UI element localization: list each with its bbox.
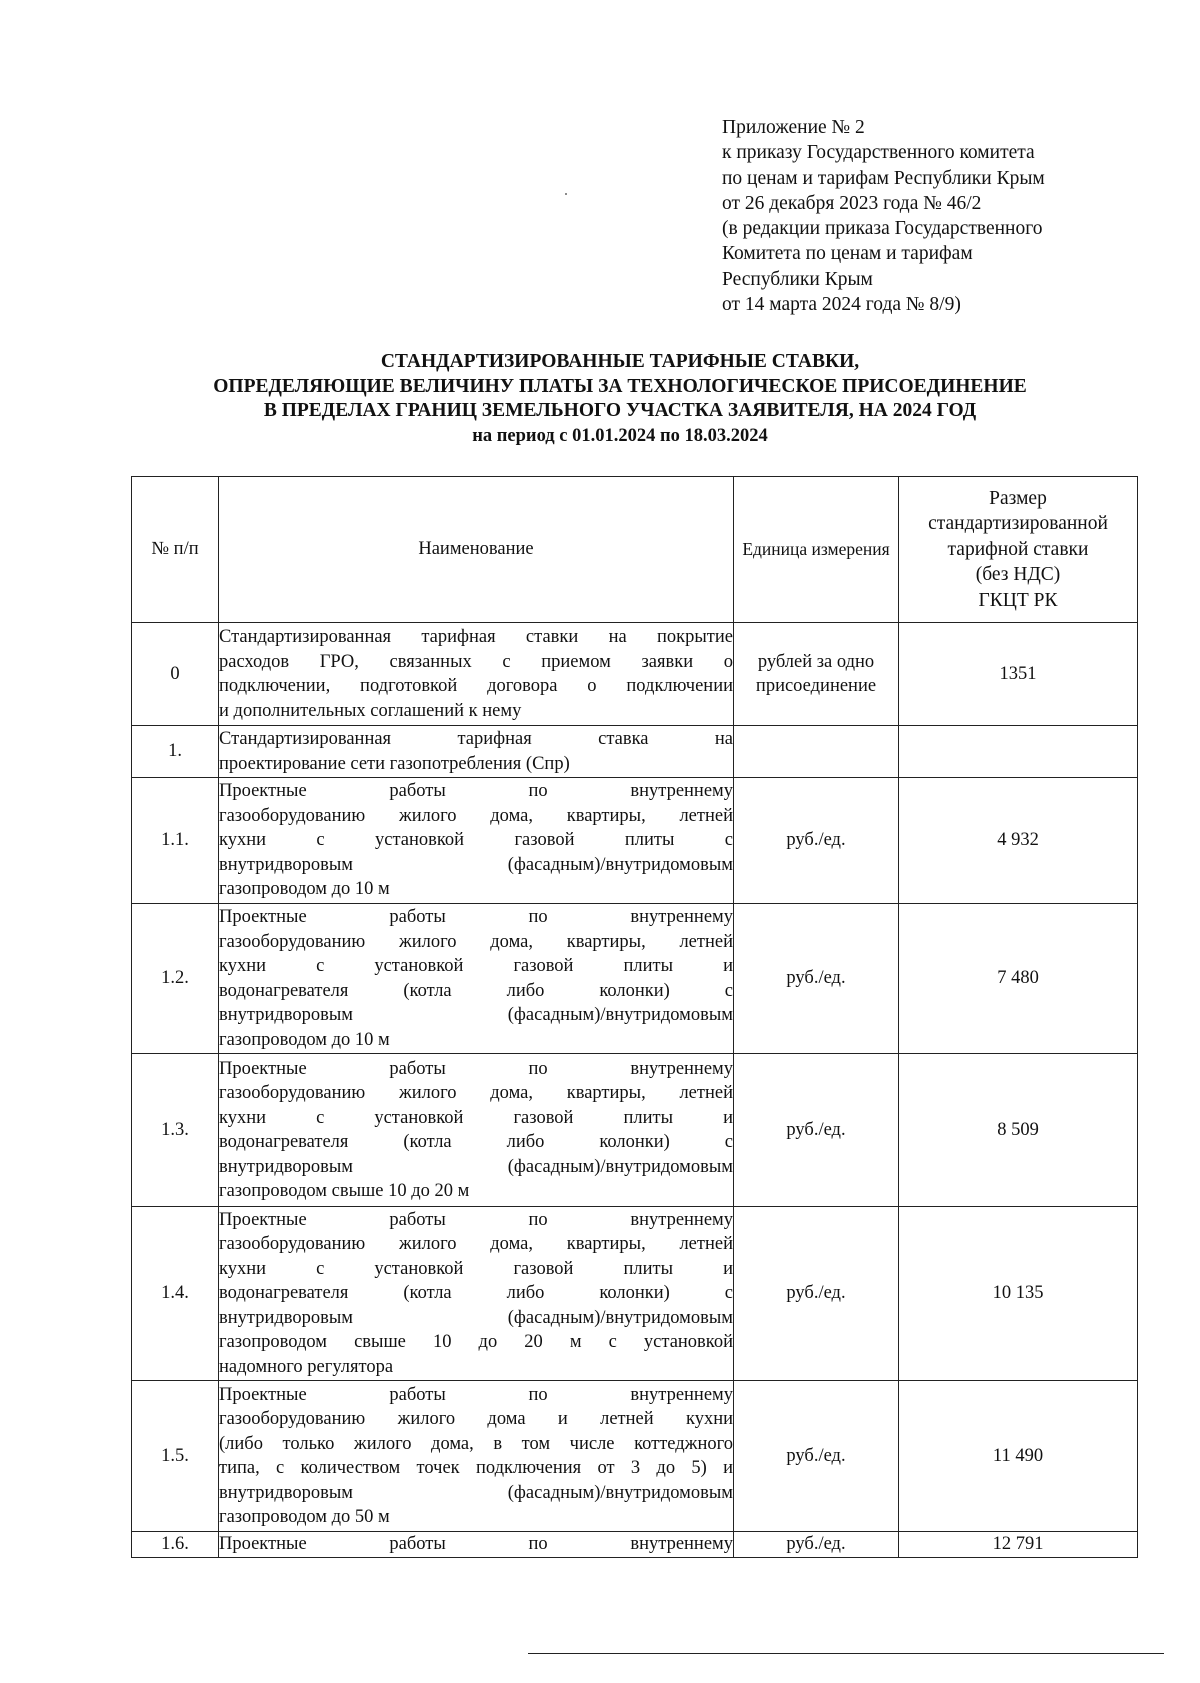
header-rate: [899, 477, 1138, 623]
row-name: [219, 778, 734, 904]
row-rate: 12 791: [899, 1532, 1138, 1558]
appendix-line: к приказу Государственного комитета: [722, 142, 1035, 164]
table-row: [132, 904, 1138, 1054]
row-unit: [734, 1207, 899, 1381]
row-name-line: водонагревателя (котла либо колонки) с: [219, 980, 733, 1001]
row-name-line: и дополнительных соглашений к нему: [219, 700, 522, 721]
row-unit: [734, 1381, 899, 1532]
row-number: 1.1.: [132, 778, 219, 904]
title-line: ОПРЕДЕЛЯЮЩИЕ ВЕЛИЧИНУ ПЛАТЫ ЗА ТЕХНОЛОГИЧЕСКОЕ ПРИСОЕДИНЕНИЕ: [213, 375, 1027, 397]
title-line: В ПРЕДЕЛАХ ГРАНИЦ ЗЕМЕЛЬНОГО УЧАСТКА ЗАЯВИТЕЛЯ, НА 2024 ГОД: [263, 400, 977, 421]
row-name-line: Стандартизированная тарифная ставки на покрытие: [219, 627, 733, 647]
row-name-line: внутридворовым (фасадным)/внутридомовым: [219, 854, 733, 875]
row-unit-line: руб./ед.: [786, 1445, 846, 1466]
row-rate: 8 509: [899, 1054, 1138, 1207]
header-unit: Единица измерения: [734, 477, 899, 623]
row-unit: [734, 778, 899, 904]
row-number: 1.6.: [132, 1532, 219, 1558]
table-row: [132, 1207, 1138, 1381]
row-number: 1.2.: [132, 904, 219, 1054]
row-name-line: кухни с установкой газовой плиты с: [219, 830, 733, 851]
row-unit: [734, 1532, 899, 1558]
row-name-line: кухни с установкой газовой плиты и: [219, 1258, 733, 1279]
row-name-line: (либо только жилого дома, в том числе коттеджного: [219, 1433, 733, 1454]
row-unit-line: руб./ед.: [786, 1534, 846, 1555]
row-name: [219, 1532, 734, 1558]
table-row: [132, 623, 1138, 726]
row-rate: 11 490: [899, 1381, 1138, 1532]
row-rate: 4 932: [899, 778, 1138, 904]
row-name-line: Стандартизированная тарифная ставка на: [219, 729, 733, 749]
appendix-note: [722, 115, 1162, 317]
row-name-line: кухни с установкой газовой плиты и: [219, 956, 733, 976]
table-header-row: [132, 477, 1138, 623]
row-unit-line: руб./ед.: [786, 1283, 846, 1304]
header-number: № п/п: [132, 477, 219, 623]
appendix-line: Республики Крым: [722, 268, 873, 290]
row-name-line: расходов ГРО, связанных с приемом заявки о: [219, 651, 733, 672]
document-title: [120, 350, 1120, 448]
row-name-line: Проектные работы по внутреннему: [219, 1058, 733, 1079]
appendix-line: от 14 марта 2024 года № 8/9): [722, 294, 961, 316]
row-name-line: водонагревателя (котла либо колонки) с: [219, 1132, 733, 1152]
row-name-line: водонагревателя (котла либо колонки) с: [219, 1283, 733, 1304]
row-name: [219, 1054, 734, 1207]
appendix-line: (в редакции приказа Государственного: [722, 218, 1043, 240]
header-rate-line: тарифной ставки: [947, 538, 1089, 560]
row-number: 1.3.: [132, 1054, 219, 1207]
row-name-line: кухни с установкой газовой плиты и: [219, 1107, 733, 1128]
row-number: 0: [132, 623, 219, 726]
row-unit-line: руб./ед.: [786, 830, 846, 851]
row-number: 1.4.: [132, 1207, 219, 1381]
row-name: [219, 623, 734, 726]
table-row: [132, 778, 1138, 904]
scan-speck: [565, 193, 567, 195]
row-name-line: Проектные работы по внутреннему: [219, 1209, 733, 1230]
row-unit: [734, 1054, 899, 1207]
row-unit-line: руб./ед.: [786, 968, 846, 989]
row-rate: 7 480: [899, 904, 1138, 1054]
appendix-line: Комитета по ценам и тарифам: [722, 243, 973, 265]
row-rate: 1351: [899, 623, 1138, 726]
table-row: [132, 1054, 1138, 1207]
header-rate-line: Размер: [989, 487, 1047, 509]
row-unit: [734, 726, 899, 778]
row-name-line: надомного регулятора: [219, 1356, 394, 1377]
row-name-line: Проектные работы по внутреннему: [219, 907, 733, 927]
row-name-line: газооборудованию жилого дома, квартиры, летней: [219, 1234, 733, 1255]
row-name-line: газооборудованию жилого дома, квартиры, летней: [219, 805, 733, 826]
row-name: [219, 726, 734, 778]
row-unit: [734, 904, 899, 1054]
row-name-line: типа, с количеством точек подключения от 3 до 5) и: [219, 1458, 733, 1478]
row-name-line: газопроводом до 10 м: [219, 1029, 390, 1050]
appendix-line: от 26 декабря 2023 года № 46/2: [722, 192, 982, 214]
header-rate-line: ГКЦТ РК: [978, 589, 1058, 611]
row-unit-line: руб./ед.: [786, 1119, 846, 1140]
row-name-line: проектирование сети газопотребления (Спр): [219, 753, 570, 774]
row-name-line: Проектные работы по внутреннему: [219, 1534, 733, 1555]
table-row: [132, 1381, 1138, 1532]
row-rate: 10 135: [899, 1207, 1138, 1381]
row-name-line: газопроводом свыше 10 до 20 м с установкой: [219, 1332, 733, 1353]
row-name-line: внутридворовым (фасадным)/внутридомовым: [219, 1005, 733, 1025]
table-row: [132, 726, 1138, 778]
row-name-line: газооборудованию жилого дома, квартиры, летней: [219, 1083, 733, 1103]
row-name-line: газооборудованию жилого дома, квартиры, летней: [219, 931, 733, 952]
appendix-line: Приложение № 2: [722, 117, 865, 138]
row-name: [219, 1381, 734, 1532]
row-name-line: газопроводом до 10 м: [219, 879, 390, 900]
header-rate-line: (без НДС): [975, 564, 1061, 586]
row-name-line: подключении, подготовкой договора о подключении: [219, 676, 733, 696]
row-unit: [734, 623, 899, 726]
row-name-line: газооборудованию жилого дома и летней кухни: [219, 1409, 733, 1429]
header-rate-line: стандартизированной: [928, 513, 1108, 535]
row-unit-line: рублей за одно: [757, 651, 875, 672]
row-name-line: газопроводом до 50 м: [219, 1507, 390, 1527]
row-name-line: внутридворовым (фасадным)/внутридомовым: [219, 1156, 733, 1177]
footer-divider: [528, 1653, 1164, 1654]
row-unit-line: присоединение: [755, 676, 877, 696]
header-name: Наименование: [219, 477, 734, 623]
row-name-line: внутридворовым (фасадным)/внутридомовым: [219, 1482, 733, 1503]
row-number: 1.5.: [132, 1381, 219, 1532]
tariff-table: [131, 476, 1138, 1558]
title-line: СТАНДАРТИЗИРОВАННЫЕ ТАРИФНЫЕ СТАВКИ,: [380, 351, 860, 372]
row-name: [219, 1207, 734, 1381]
row-name-line: Проектные работы по внутреннему: [219, 781, 733, 802]
row-name: [219, 904, 734, 1054]
row-name-line: Проектные работы по внутреннему: [219, 1384, 733, 1405]
table-row: [132, 1532, 1138, 1558]
title-period: на период с 01.01.2024 по 18.03.2024: [472, 425, 768, 446]
row-number: 1.: [132, 726, 219, 778]
row-name-line: внутридворовым (фасадным)/внутридомовым: [219, 1307, 733, 1328]
row-name-line: газопроводом свыше 10 до 20 м: [219, 1181, 470, 1201]
row-rate: [899, 726, 1138, 778]
appendix-line: по ценам и тарифам Республики Крым: [722, 167, 1045, 189]
